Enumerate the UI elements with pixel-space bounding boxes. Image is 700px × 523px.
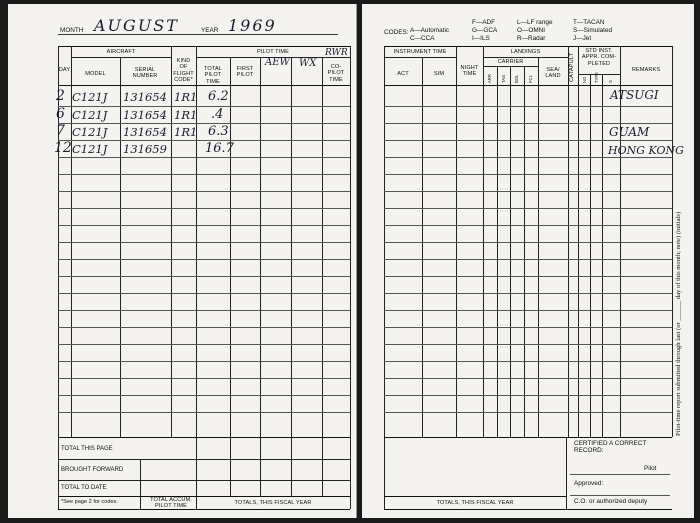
entry-kind: 1R1 (174, 125, 198, 139)
see-page-note: *See page 2 for codes. (61, 499, 118, 505)
instrument-time-header: INSTRUMENT TIME (393, 49, 447, 55)
aircraft-header: AIRCRAFT (106, 49, 136, 55)
logbook-left-page (8, 4, 357, 518)
col8-hand-header: WX (299, 58, 317, 69)
entry-kind: 1R1 (174, 108, 198, 122)
code-r: R—Radar (517, 35, 546, 42)
std-type-header: TYPE (594, 72, 599, 83)
code-j: J—Jet (573, 35, 592, 42)
code-l: L—LF range (517, 19, 553, 26)
total-col-header: TOTAL PILOT TIME (203, 66, 222, 85)
co-deputy-label: C.O. or authorized deputy (574, 498, 648, 505)
std-no-header: NO (582, 76, 587, 83)
catapult-col-header: CATAPULT (569, 53, 575, 82)
side-note: Pilot-time report submitted through last (or ______ day of this month; note) (initials) (675, 211, 682, 436)
sim-col-header: SIM (433, 71, 445, 77)
entry-model: C121J (72, 125, 108, 139)
entry-serial: 131654 (123, 125, 167, 139)
entry-serial: 131659 (123, 142, 167, 156)
entry-day: 12 (54, 140, 72, 156)
certified-label: CERTIFIED A CORRECT RECORD: (574, 440, 647, 454)
code-i: I—ILS (472, 35, 490, 42)
carrier-tag-header: TAG (501, 74, 506, 83)
month-value: AUGUST (94, 16, 179, 35)
code-o: O—OMNI (517, 27, 546, 34)
fiscal-year-label-left: TOTALS, THIS FISCAL YEAR (234, 500, 312, 506)
year-value: 1969 (228, 16, 277, 35)
day-col-header: DAY (58, 67, 71, 73)
std-inst-header: STD INST. APPR. COM-PLETED (581, 48, 617, 67)
entry-total: 6.2 (208, 89, 229, 104)
col9-hand-header: RWR (325, 48, 348, 58)
carrier-bol-header: BOL (514, 74, 519, 83)
entry-total: 6.3 (208, 124, 229, 139)
carrier-arr-header: ARR (487, 74, 492, 83)
entry-model: C121J (72, 90, 108, 104)
sea-land-col-header: SEA/ LAND (545, 67, 561, 80)
night-time-col-header: NIGHT TIME (460, 65, 479, 78)
entry-day: 6 (56, 106, 65, 122)
code-a: A—Automatic (410, 27, 450, 34)
std-s-header: S (608, 80, 613, 83)
remark-atsugi: ATSUGI (610, 88, 659, 102)
carrier-fcl-header: FCL (528, 75, 533, 83)
code-c: C—CCA (410, 35, 435, 42)
entry-model: C121J (72, 108, 108, 122)
col9-print-header: CO-PILOT TIME (327, 64, 345, 83)
entry-model: C121J (72, 142, 108, 156)
kind-col-header: KIND OF FLIGHT CODE* (173, 58, 194, 84)
year-label: YEAR (201, 27, 219, 34)
pilot-signature-label: Pilot (644, 465, 657, 472)
col7-hand-header: AEW (265, 57, 290, 68)
entry-kind: 1R1 (174, 90, 198, 104)
month-label: MONTH (60, 27, 84, 34)
total-to-date-label: TOTAL TO DATE (61, 485, 107, 491)
entry-total: .4 (211, 107, 224, 122)
brought-forward-label: BROUGHT FORWARD (61, 467, 124, 473)
landings-header: LANDINGS (510, 49, 541, 55)
code-f: F—ADF (472, 19, 496, 26)
log-entry (8, 107, 356, 124)
log-entry (8, 124, 356, 141)
log-entry (8, 88, 356, 105)
total-this-page-label: TOTAL THIS PAGE (61, 446, 113, 452)
code-g: G—GCA (472, 27, 498, 34)
first-pilot-col-header: FIRST PILOT (236, 66, 254, 79)
model-col-header: MODEL (85, 71, 106, 77)
entry-serial: 131654 (123, 90, 167, 104)
approved-label: Approved: (574, 480, 604, 487)
logbook-right-page (362, 4, 694, 518)
pilot-time-header: PILOT TIME (257, 49, 289, 55)
entry-total: 16.7 (205, 141, 234, 156)
entry-serial: 131654 (123, 108, 167, 122)
total-accum-label: TOTAL ACCUM. PILOT TIME (150, 497, 192, 510)
remark-guam: GUAM (609, 125, 650, 139)
code-t: T—TACAN (573, 19, 605, 26)
serial-col-header: SERIAL NUMBER (132, 67, 158, 80)
act-col-header: ACT (397, 71, 409, 77)
entry-day: 2 (56, 88, 65, 104)
code-s: S—Simulated (573, 27, 613, 34)
carrier-header: CARRIER (497, 59, 524, 65)
codes-label: CODES: (384, 29, 409, 36)
fiscal-year-label-right: TOTALS, THIS FISCAL YEAR (436, 500, 514, 506)
log-entry (8, 141, 356, 158)
remarks-col-header: REMARKS (631, 67, 661, 73)
entry-day: 7 (56, 123, 65, 139)
remark-hong-kong: HONG KONG (608, 144, 684, 157)
